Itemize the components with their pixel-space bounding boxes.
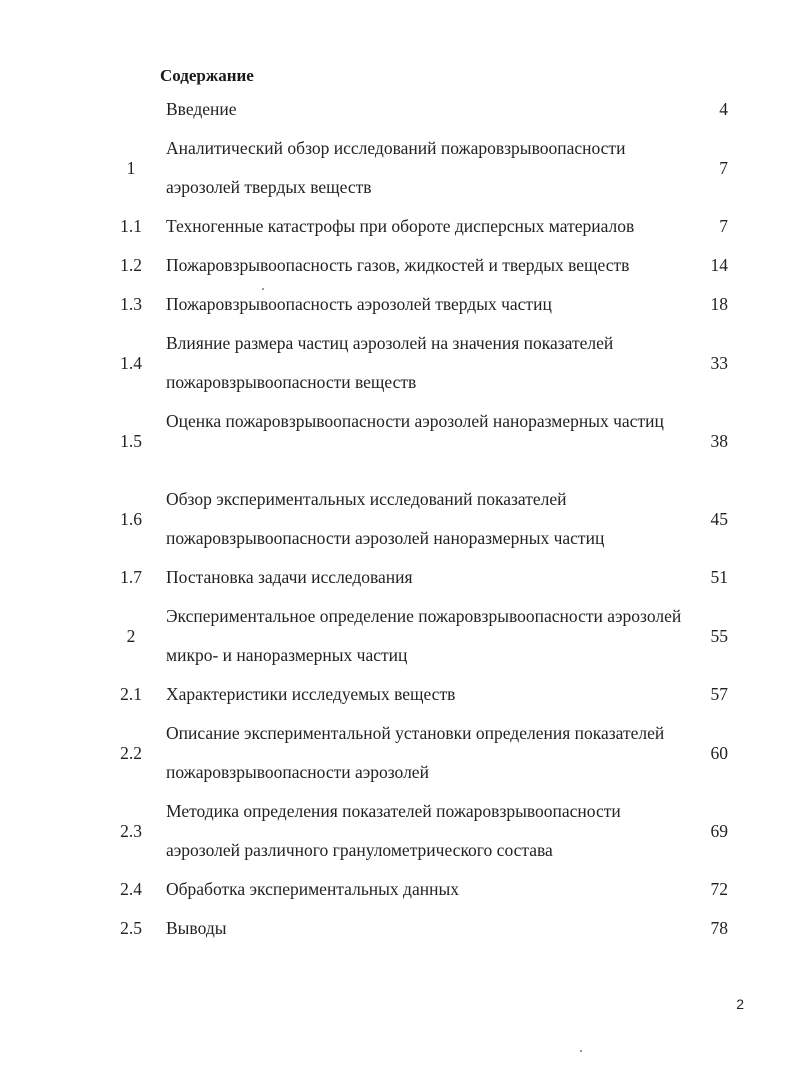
toc-entry xyxy=(0,675,793,714)
toc-entry xyxy=(0,285,793,324)
toc-entry-number: 1.3 xyxy=(120,294,142,314)
toc-entry-title: Экспериментальное определение пожаровзрывоопасности аэрозолей микро- и наноразмерных частиц xyxy=(166,606,682,665)
toc-entry-title: Введение xyxy=(166,99,237,119)
toc-entry-title: Обработка экспериментальных данных xyxy=(166,879,459,899)
toc-entry-number: 2.3 xyxy=(120,820,142,841)
toc-entry-number: 1.1 xyxy=(120,216,142,236)
toc-entry-page: 69 xyxy=(710,820,728,841)
toc-entry-title: Оценка пожаровзрывоопасности аэрозолей наноразмерных частиц xyxy=(166,411,664,431)
scan-speck xyxy=(580,1050,582,1052)
toc-entry-page: 7 xyxy=(719,157,728,178)
toc-entry-number: 1.5 xyxy=(120,430,142,451)
toc-entry xyxy=(0,207,793,246)
toc-entry-number: 1.4 xyxy=(120,352,142,373)
page-title: Содержание xyxy=(160,66,254,85)
toc-entry-page: 72 xyxy=(710,879,728,899)
toc-entry-page: 18 xyxy=(710,294,728,314)
toc-entry xyxy=(0,324,793,402)
toc-entry-page: 7 xyxy=(719,216,728,236)
toc-entry-number: 2.4 xyxy=(120,879,142,899)
toc-entry xyxy=(0,246,793,285)
toc-entry xyxy=(0,714,793,792)
toc-entry xyxy=(0,597,793,675)
toc-entry-title: Пожаровзрывоопасность аэрозолей твердых частиц xyxy=(166,294,552,314)
toc-entry-title: Пожаровзрывоопасность газов, жидкостей и твердых веществ xyxy=(166,255,630,275)
toc-entry-page: 45 xyxy=(710,508,728,529)
toc-entry-title: Обзор экспериментальных исследований показателей пожаровзрывоопасности аэрозолей наноразмерных частиц xyxy=(166,489,605,548)
toc-entry xyxy=(0,129,793,207)
toc-entry-number: 1.2 xyxy=(120,255,142,275)
toc-entry-page: 33 xyxy=(710,352,728,373)
page-number: 2 xyxy=(736,996,744,1012)
table-of-contents xyxy=(0,90,793,948)
toc-entry xyxy=(0,90,793,129)
toc-entry xyxy=(0,792,793,870)
toc-entry-page: 60 xyxy=(710,742,728,763)
toc-entry xyxy=(0,558,793,597)
toc-entry xyxy=(0,909,793,948)
toc-entry-number: 2.1 xyxy=(120,684,142,704)
toc-entry-page: 51 xyxy=(710,567,728,587)
toc-entry-page: 38 xyxy=(710,430,728,451)
toc-entry xyxy=(0,870,793,909)
toc-entry-number: 2.5 xyxy=(120,918,142,938)
toc-entry-page: 78 xyxy=(710,918,728,938)
toc-entry-page: 4 xyxy=(719,99,728,119)
toc-entry-page: 14 xyxy=(710,255,728,275)
toc-entry xyxy=(0,402,793,480)
scan-speck xyxy=(262,288,264,290)
toc-entry-page: 57 xyxy=(710,684,728,704)
toc-entry-number: 2 xyxy=(126,625,136,646)
toc-entry-number: 1.6 xyxy=(120,508,142,529)
toc-entry-number: 1 xyxy=(126,157,136,178)
toc-entry-title: Характеристики исследуемых веществ xyxy=(166,684,456,704)
toc-entry-number: 1.7 xyxy=(120,567,142,587)
toc-entry-title: Аналитический обзор исследований пожаровзрывоопасности аэрозолей твердых веществ xyxy=(166,138,626,197)
toc-entry-title: Постановка задачи исследования xyxy=(166,567,413,587)
toc-entry-title: Выводы xyxy=(166,918,227,938)
toc-entry-title: Влияние размера частиц аэрозолей на значения показателей пожаровзрывоопасности веществ xyxy=(166,333,614,392)
toc-entry-title: Техногенные катастрофы при обороте дисперсных материалов xyxy=(166,216,635,236)
toc-entry-title: Методика определения показателей пожаровзрывоопасности аэрозолей различного гранулометрического состава xyxy=(166,801,621,860)
toc-entry-number: 2.2 xyxy=(120,742,142,763)
toc-entry-page: 55 xyxy=(710,625,728,646)
toc-entry xyxy=(0,480,793,558)
toc-entry-title: Описание экспериментальной установки определения показателей пожаровзрывоопасности аэрозолей xyxy=(166,723,665,782)
